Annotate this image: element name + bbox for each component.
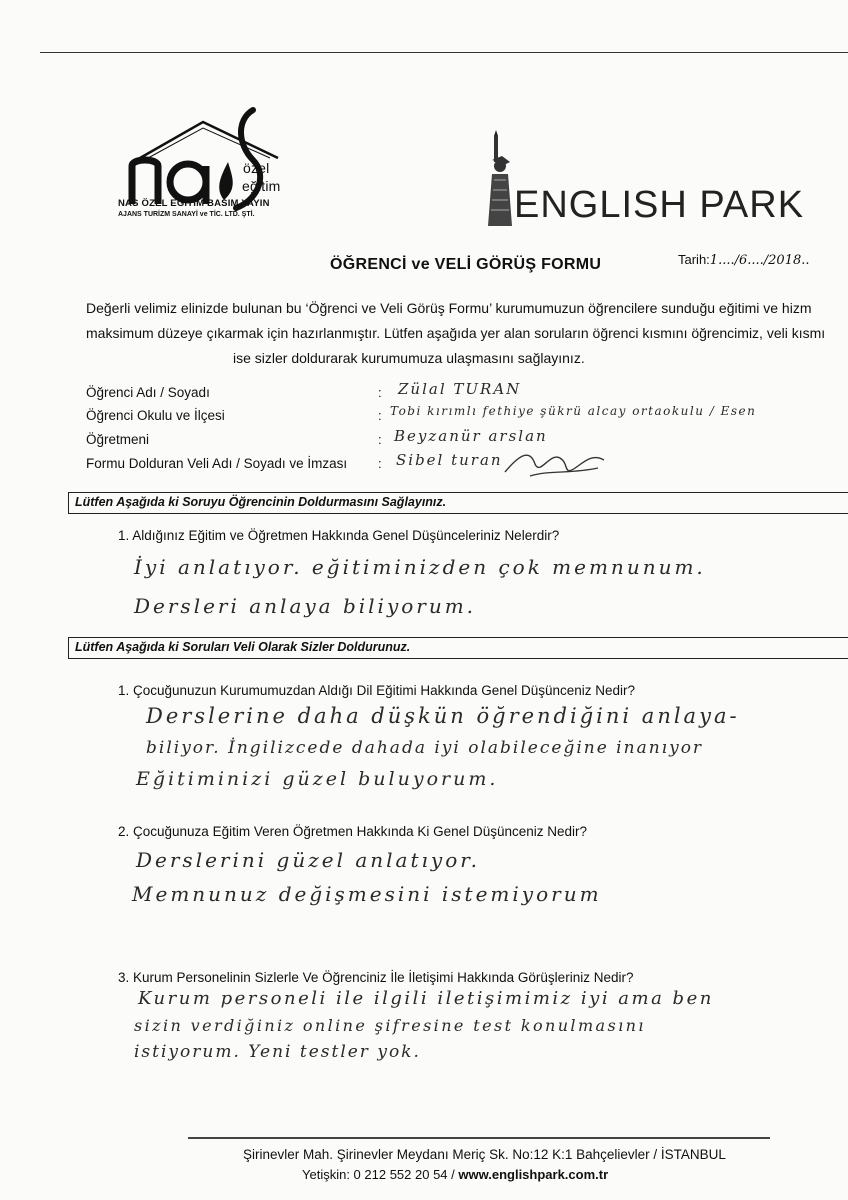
parent-section-heading: Lütfen Aşağıda ki Soruları Veli Olarak Sizler Doldurunuz. [75, 640, 411, 654]
form-title: ÖĞRENCİ ve VELİ GÖRÜŞ FORMU [330, 256, 602, 273]
parent-question-1: 1. Çocuğunuzun Kurumumuzdan Aldığı Dil Eğitimi Hakkında Genel Düşünceniz Nedir? [118, 683, 636, 698]
footer-divider [188, 1137, 770, 1139]
school-label: Öğrenci Okulu ve İlçesi [86, 408, 225, 423]
parent-answer-3-line-1: Kurum personeli ile ilgili iletişimimiz iyi ama ben [138, 988, 714, 1009]
student-answer-1-line-1: İyi anlatıyor. eğitiminizden çok memnunum. [134, 555, 706, 579]
nas-egitim: eğitim [242, 178, 281, 194]
intro-line-3: ise sizler doldurarak kurumumuza ulaşmasını sağlayınız. [233, 350, 585, 366]
footer-contact [302, 1167, 608, 1182]
parent-answer-3-line-3: istiyorum. Yeni testler yok. [134, 1042, 421, 1062]
date-field [678, 252, 810, 268]
parent-signature [500, 444, 610, 484]
english-park-logo [480, 130, 820, 230]
nas-ozel: özel [243, 160, 270, 176]
parent-question-2: 2. Çocuğunuza Eğitim Veren Öğretmen Hakkında Ki Genel Düşünceniz Nedir? [118, 824, 587, 839]
footer-website: www.englishpark.com.tr [458, 1167, 609, 1182]
teacher-label: Öğretmeni [86, 432, 150, 447]
student-answer-1-line-2: Dersleri anlaya biliyorum. [134, 594, 477, 618]
school-colon: : [378, 408, 382, 423]
date-label: Tarih: [678, 252, 710, 267]
teacher-colon: : [378, 432, 382, 447]
parent-answer-1-line-3: Eğitiminizi güzel buluyorum. [136, 768, 499, 790]
english-park-wordmark: ENGLISH PARK [514, 184, 805, 226]
nas-logo [118, 100, 318, 235]
nas-company-line2: AJANS TURİZM SANAYİ ve TİC. LTD. ŞTİ. [118, 211, 255, 218]
parent-question-3: 3. Kurum Personelinin Sizlerle Ve Öğrenciniz İle İletişimi Hakkında Görüşleriniz Nedir? [118, 970, 634, 985]
teacher-value: Beyzanür arslan [394, 427, 548, 445]
parent-answer-1-line-1: Derslerine daha düşkün öğrendiğini anlaya- [146, 704, 740, 728]
parent-answer-2-line-1: Derslerini güzel anlatıyor. [136, 848, 480, 872]
parent-answer-1-line-2: biliyor. İngilizcede dahada iyi olabileceğine inanıyor [146, 738, 704, 758]
top-divider [40, 52, 848, 53]
parent-answer-3-line-2: sizin verdiğiniz online şifresine test konulmasını [134, 1016, 646, 1035]
parent-label: Formu Dolduran Veli Adı / Soyadı ve İmzası [86, 456, 348, 471]
date-value: 1..../6..../2018.. [709, 253, 810, 268]
student-name-value: Zülal TURAN [398, 380, 522, 398]
footer-phone: Yetişkin: 0 212 552 20 54 / [302, 1167, 455, 1182]
intro-line-2: maksimum düzeye çıkarmak için hazırlanmıştır. Lütfen aşağıda yer alan soruların öğrenci kısmını öğrencimiz, veli kısmı [86, 325, 826, 341]
student-section-heading: Lütfen Aşağıda ki Soruyu Öğrencinin Doldurmasını Sağlayınız. [75, 495, 447, 509]
student-question-1: 1. Aldığınız Eğitim ve Öğretmen Hakkında Genel Düşünceleriniz Nelerdir? [118, 528, 560, 543]
parent-section-header [68, 637, 848, 659]
parent-value: Sibel turan [396, 451, 503, 469]
parent-answer-2-line-2: Memnunuz değişmesini istemiyorum [132, 882, 602, 906]
intro-line-1: Değerli velimiz elinizde bulunan bu ‘Öğrenci ve Veli Görüş Formu’ kurumumuzun öğrencilere sunduğu eğitimi ve hizm [86, 300, 812, 316]
parent-colon: : [378, 456, 382, 471]
nas-company-line1: NAS ÖZEL EĞİTİM BASIM YAYIN [118, 198, 270, 209]
student-name-label: Öğrenci Adı / Soyadı [86, 385, 210, 400]
student-section-header [68, 492, 848, 514]
student-name-colon: : [378, 385, 382, 400]
school-value: Tobi kırımlı fethiye şükrü alcay ortaokulu / Esen [390, 404, 757, 418]
footer-address: Şirinevler Mah. Şirinevler Meydanı Meriç Sk. No:12 K:1 Bahçelievler / İSTANBUL [243, 1147, 726, 1162]
